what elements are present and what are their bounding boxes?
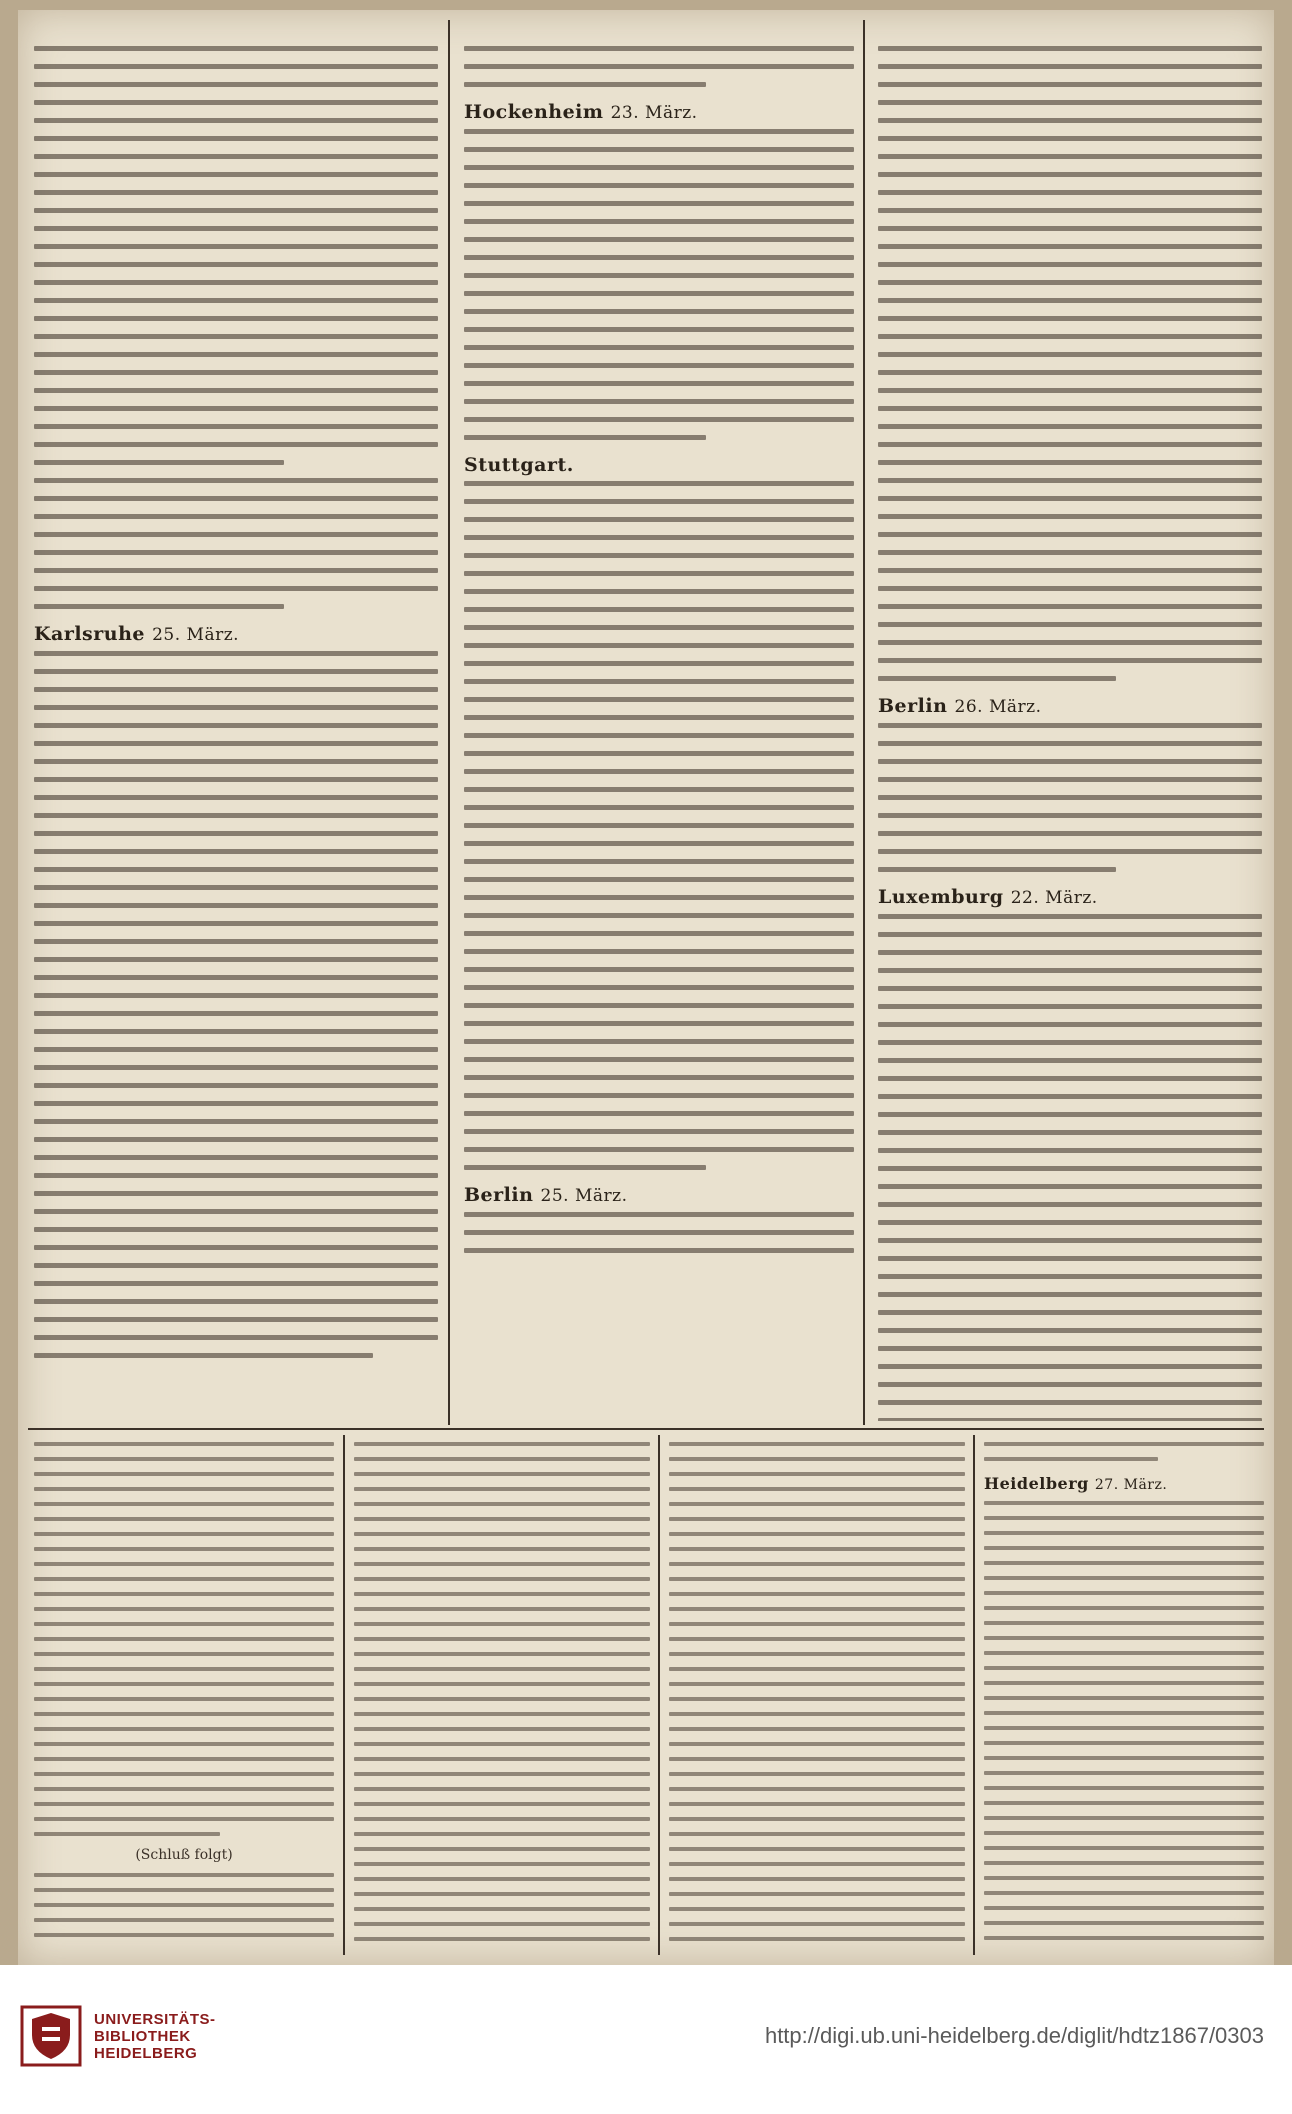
dateline-berlin-25: Berlin 25. März. (464, 1184, 628, 1206)
newspaper-page (18, 10, 1274, 1965)
bottom-column-4 (984, 1442, 1264, 1947)
bottom-column-1 (34, 1442, 334, 1947)
column-rule (658, 1435, 660, 1955)
section-rule (28, 1428, 1264, 1430)
schluss-note: (Schluß folgt) (135, 1847, 233, 1863)
library-footer (0, 1965, 1292, 2114)
dateline-stuttgart: Stuttgart. (464, 454, 574, 476)
bottom-column-2 (354, 1442, 650, 1947)
digital-url[interactable]: http://digi.ub.uni-heidelberg.de/diglit/hdtz1867/0303 (764, 2023, 1264, 2048)
column-3 (878, 46, 1262, 1421)
bottom-column-3 (669, 1442, 965, 1947)
column-rule (343, 1435, 345, 1955)
dateline-hockenheim: Hockenheim 23. März. (464, 101, 698, 123)
dateline-luxemburg: Luxemburg 22. März. (878, 886, 1098, 908)
dateline-heidelberg: Heidelberg 27. März. (984, 1474, 1168, 1493)
column-1 (34, 46, 438, 1421)
column-rule (973, 1435, 975, 1955)
column-rule (448, 20, 450, 1425)
column-2 (464, 46, 854, 1421)
library-logo-icon (20, 2005, 82, 2067)
dateline-karlsruhe: Karlsruhe 25. März. (34, 623, 240, 645)
library-name: UNIVERSITÄTS- BIBLIOTHEK HEIDELBERG (94, 2011, 216, 2062)
dateline-berlin-26: Berlin 26. März. (878, 695, 1042, 717)
column-rule (863, 20, 865, 1425)
